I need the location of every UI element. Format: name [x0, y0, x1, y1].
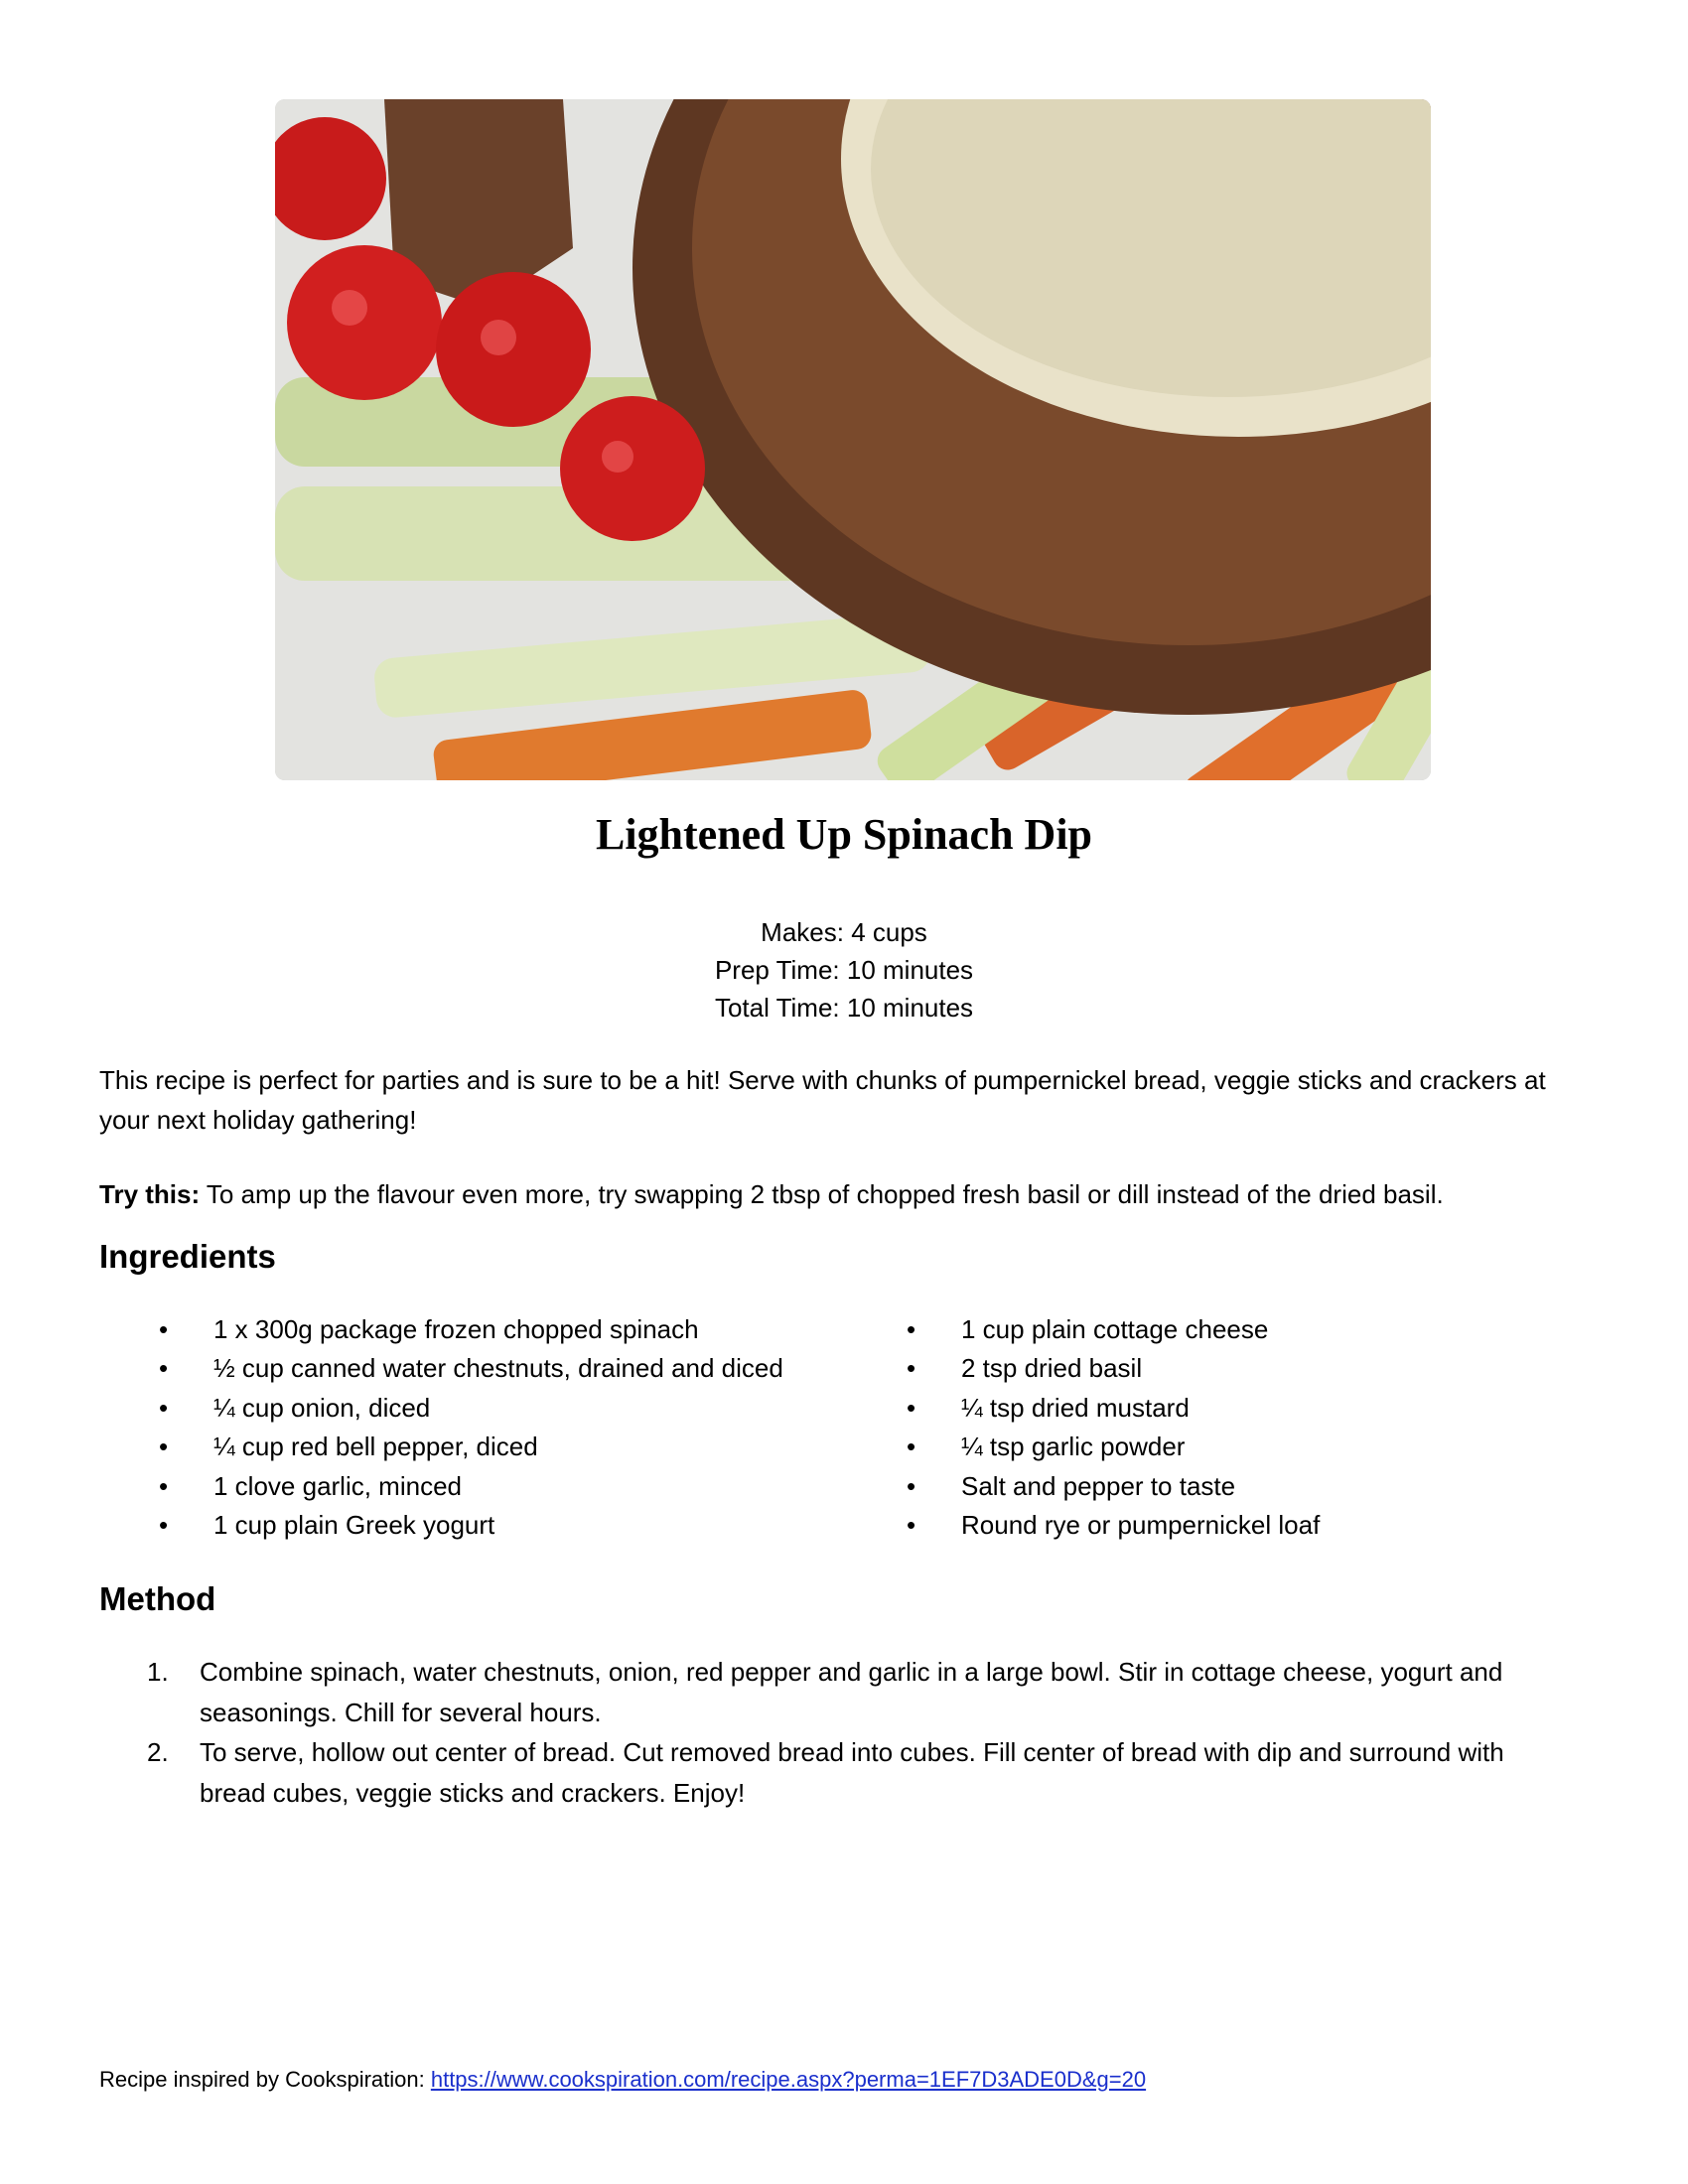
intro-paragraph: This recipe is perfect for parties and is sure to be a hit! Serve with chunks of pumpernickel bread, veggie sticks and crackers at your next holiday gathering!	[99, 1065, 1546, 1135]
step-number: 1.	[147, 1657, 169, 1687]
recipe-meta	[0, 913, 1688, 1026]
tip-label: Try this:	[99, 1179, 201, 1209]
spinach-dip-bread-bowl-image	[275, 99, 1431, 780]
source-label: Recipe inspired by Cookspiration:	[99, 2067, 431, 2092]
method-step	[147, 1732, 1577, 1813]
step-number: 2.	[147, 1737, 169, 1767]
total-time-text: Total Time: 10 minutes	[714, 993, 974, 1023]
recipe-photo	[275, 99, 1431, 780]
ingredients-list-right	[907, 1310, 1602, 1545]
tip-paragraph	[99, 1174, 1589, 1214]
source-link[interactable]: https://www.cookspiration.com/recipe.aspx?perma=1EF7D3ADE0D&g=20	[430, 2067, 1147, 2092]
ingredient-item: • 1 cup plain Greek yogurt	[159, 1506, 894, 1545]
ingredient-item: • ¼ cup onion, diced	[159, 1389, 894, 1428]
ingredient-item: • Round rye or pumpernickel loaf	[907, 1506, 1602, 1545]
ingredient-item: • ¼ cup red bell pepper, diced	[159, 1428, 894, 1466]
ingredient-item: • 1 clove garlic, minced	[159, 1467, 894, 1506]
step-text: Combine spinach, water chestnuts, onion, red pepper and garlic in a large bowl. Stir in cottage cheese, yogurt and seasonings. Chill for several hours.	[200, 1657, 1503, 1727]
recipe-title: Lightened Up Spinach Dip	[595, 810, 1093, 859]
makes-text: Makes: 4 cups	[761, 917, 927, 947]
step-text: To serve, hollow out center of bread. Cut removed bread into cubes. Fill center of bread with dip and surround with bread cubes, veggie sticks and crackers. Enjoy!	[200, 1737, 1504, 1808]
ingredient-item: • 1 cup plain cottage cheese	[907, 1310, 1602, 1349]
ingredient-item: • Salt and pepper to taste	[907, 1467, 1602, 1506]
prep-time-text: Prep Time: 10 minutes	[714, 955, 974, 985]
ingredient-item: • ¼ tsp garlic powder	[907, 1428, 1602, 1466]
source-footer	[99, 2067, 1146, 2093]
ingredients-list-left	[159, 1310, 894, 1545]
method-list	[147, 1652, 1577, 1813]
method-step	[147, 1652, 1577, 1732]
ingredient-item: • ½ cup canned water chestnuts, drained and diced	[159, 1349, 894, 1388]
ingredients-heading: Ingredients	[99, 1238, 276, 1275]
ingredient-item: • ¼ tsp dried mustard	[907, 1389, 1602, 1428]
tip-text: To amp up the flavour even more, try swapping 2 tbsp of chopped fresh basil or dill instead of the dried basil.	[200, 1179, 1444, 1209]
ingredient-item: • 2 tsp dried basil	[907, 1349, 1602, 1388]
method-heading: Method	[99, 1580, 216, 1617]
ingredient-item: • 1 x 300g package frozen chopped spinach	[159, 1310, 894, 1349]
